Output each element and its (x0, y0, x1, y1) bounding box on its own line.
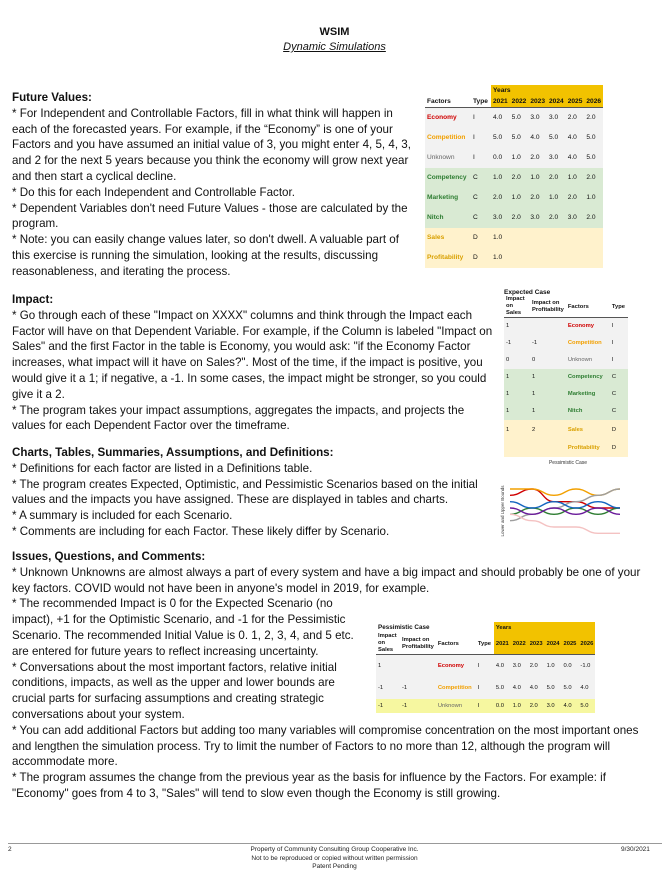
cell: 5.0 (546, 684, 555, 691)
factor-type: D (473, 234, 478, 241)
paragraph: * Dependent Variables don't need Future Values - those are calculated by the program. (12, 201, 408, 231)
cell: 4.0 (580, 684, 589, 691)
factor-name: Nitch (427, 214, 444, 221)
factor-name: Economy (427, 114, 457, 122)
col-type: Type (477, 640, 491, 647)
paragraph: * Note: you can easily change values later, so don't dwell. A valuable part of this exercise is running the simulation, looking at the results, discussing reasonableness, and iterating the process. (12, 233, 399, 278)
paragraph: * Unknown Unknowns are almost always a part of every system and have a big impact and should probably be one of your key factors. COVID would not have been in anyone's model in 2019, for example. (12, 565, 641, 595)
factor-type: I (611, 323, 614, 330)
table-title: Expected Case (504, 289, 551, 296)
table-row (376, 677, 595, 699)
table-row (504, 335, 628, 352)
cell: 1 (506, 426, 510, 433)
year-col: 2024 (545, 633, 562, 655)
cell: 1 (506, 374, 510, 380)
cell: 5.0 (493, 134, 503, 141)
factor-name: Competition (437, 684, 472, 691)
cell: 3.0 (549, 114, 559, 122)
factor-name: Competency (427, 174, 467, 181)
cell: 5.0 (495, 684, 504, 691)
cell (400, 655, 436, 677)
section-heading: Issues, Questions, and Comments: (12, 550, 206, 563)
col-type: Type (611, 303, 625, 310)
cell (530, 440, 566, 457)
paragraph: * The program creates Expected, Optimistic, and Pessimistic Scenarios based on the initial values and the impacts you have assigned. These are displayed in tables and charts. (12, 477, 478, 507)
cell: 2 (532, 426, 536, 433)
cell: 1.0 (511, 194, 521, 201)
section-heading: Impact: (12, 293, 54, 306)
table-row (504, 440, 628, 457)
cell: -1 (378, 702, 384, 709)
cell: -1 (506, 340, 512, 346)
cell: 1.0 (512, 702, 521, 709)
table-row (425, 228, 603, 248)
table-row (425, 128, 603, 148)
table-row (504, 420, 628, 440)
year-col: 2023 (528, 633, 545, 655)
cell: 1 (506, 391, 510, 397)
footer-line: Property of Community Consulting Group Cooperative Inc. (250, 846, 419, 853)
factor-type: C (611, 391, 617, 397)
year-col: 2026 (584, 96, 603, 108)
cell: 2.0 (586, 114, 596, 122)
factor-type: C (611, 408, 617, 414)
cell: 1.0 (546, 662, 555, 669)
document-subtitle: Dynamic Simulations (283, 41, 386, 53)
year-col: 2025 (566, 96, 585, 108)
expected-case-table (504, 289, 628, 457)
year-col: 2021 (491, 96, 510, 108)
cell: 1.0 (493, 254, 503, 261)
cell: 2.0 (567, 114, 577, 122)
factor-name: Economy (567, 323, 594, 330)
cell: 2.0 (567, 194, 577, 201)
factor-name: Competition (567, 340, 602, 346)
chart-title: Pessimistic Case (548, 460, 588, 466)
cell: 5.0 (549, 134, 559, 141)
pessimistic-case-table (376, 622, 595, 713)
paragraph: * For Independent and Controllable Factors, fill in what think will happen in each of the forecasted years. For example, if the “Economy” is one of your Factors and you have assumed an initial value of 3, you might enter 4, 5, 4, 3, and 2 for the next 5 years because you think the economy will grow next year and then start a cyclical decline. (12, 106, 411, 183)
factor-type: C (473, 194, 478, 201)
factor-type: I (611, 357, 614, 363)
cell: 5.0 (511, 134, 521, 141)
footer-notice (0, 846, 669, 872)
table-row (504, 318, 628, 335)
cell: 4.0 (563, 702, 572, 709)
factor-type: D (473, 254, 478, 261)
factor-name: Economy (437, 662, 464, 669)
cell: 5.0 (580, 702, 589, 709)
cell: 2.0 (493, 194, 503, 201)
factor-name: Unknown (567, 357, 593, 363)
cell: -1.0 (580, 662, 591, 669)
cell: 0 (532, 357, 536, 363)
cell: 4.0 (512, 684, 521, 691)
cell: 2.0 (511, 174, 521, 181)
section-future-values (12, 90, 420, 280)
factor-type: I (473, 154, 475, 161)
factor-name: Nitch (567, 408, 583, 414)
footer-date: 9/30/2021 (621, 846, 650, 853)
year-col: 2024 (547, 96, 566, 108)
footer-line: Patent Pending (312, 863, 357, 870)
table-row (504, 352, 628, 369)
cell: 2.0 (529, 702, 538, 709)
cell: 1 (532, 374, 536, 380)
factor-type: I (473, 134, 475, 141)
cell (504, 440, 530, 457)
factor-name: Sales (567, 426, 584, 433)
cell: 4.0 (530, 134, 540, 141)
cell: 5.0 (511, 114, 521, 122)
cell: 2.0 (549, 214, 559, 221)
factor-name: Marketing (427, 194, 459, 201)
factor-type: C (473, 214, 478, 221)
table-row (425, 148, 603, 168)
factor-type: I (611, 340, 614, 346)
paragraph: * Comments are including for each Factor. These likely differ by Scenario. (12, 524, 390, 538)
cell: 1.0 (549, 194, 559, 201)
cell: 2.0 (530, 194, 540, 201)
cell: 1.0 (567, 174, 577, 181)
table-row (425, 248, 603, 268)
table-row (376, 699, 595, 713)
cell: 3.0 (567, 214, 577, 221)
pessimistic-case-chart (498, 456, 628, 552)
paragraph: * Conversations about the most important factors, relative initial conditions, impacts, as well as the upper and lower bounds are crucial parts for surfacing assumptions and creating strategic conversations about your system. (12, 660, 337, 721)
cell: 1 (378, 662, 382, 669)
cell: 4.0 (567, 134, 577, 141)
table-title: Pessimistic Case (378, 624, 430, 631)
factor-type: C (611, 374, 617, 380)
section-impact (12, 292, 497, 434)
series-line-nitch (510, 502, 620, 508)
col-factors: Factors (427, 98, 451, 105)
year-col: 2025 (562, 633, 579, 655)
year-col: 2022 (511, 633, 528, 655)
factor-type: I (477, 702, 480, 709)
year-col: 2023 (528, 96, 547, 108)
document-title: WSIM (319, 26, 350, 38)
footer-line: Not to be reproduced or copied without written permission (251, 854, 418, 862)
table-row (504, 386, 628, 403)
cell: 1 (506, 323, 510, 330)
factor-name: Sales (427, 234, 445, 241)
paragraph: * Do this for each Independent and Controllable Factor. (12, 185, 295, 199)
cell: 4.0 (529, 684, 538, 691)
cell: 3.0 (546, 702, 555, 709)
section-heading: Future Values: (12, 91, 92, 104)
cell: 1.0 (530, 174, 540, 181)
cell: 3.0 (549, 154, 559, 161)
table-row (425, 168, 603, 188)
page-number: 2 (8, 846, 12, 853)
cell: -1 (402, 684, 408, 691)
table-row (376, 655, 595, 677)
paragraph: * The program assumes the change from the previous year as the basis for influence by the Factors. For example: if "Economy" goes from 4 to 3, "Sales" will tend to slow even though the Economy is still growing. (12, 771, 606, 800)
section-heading: Charts, Tables, Summaries, Assumptions, and Definitions: (12, 446, 334, 459)
years-label: Years (491, 85, 603, 96)
chart-ylabel: Lower and Upper Bounds (500, 485, 505, 537)
cell: 3.0 (530, 214, 540, 221)
cell: 5.0 (586, 134, 596, 141)
factor-type: I (477, 684, 480, 691)
col-impact-profit: Impact on Profitability (532, 299, 564, 313)
factor-type: D (611, 426, 617, 433)
factor-type: D (611, 445, 617, 451)
year-col: 2022 (510, 96, 529, 108)
paragraph: * Definitions for each factor are listed in a Definitions table. (12, 461, 313, 475)
cell: 0.0 (495, 702, 504, 709)
cell: 2.0 (511, 214, 521, 221)
future-values-table (425, 85, 603, 268)
year-col: 2021 (494, 633, 511, 655)
cell: 1.0 (493, 234, 503, 241)
factor-name: Marketing (567, 391, 596, 397)
factor-type: C (473, 174, 478, 181)
paragraph: * You can add additional Factors but adding too many variables will compromise concentration on the most important ones and lengthen the simulation process. Try to limit the number of Factors to no more than 12, although the program will accommodate more. (12, 723, 639, 769)
cell: 3.0 (493, 214, 503, 221)
paragraph: * The program takes your impact assumptions, aggregates the impacts, and projects the values for each Dependent Factor over the timeframe. (12, 403, 465, 433)
col-factors: Factors (567, 303, 589, 310)
cell: 2.0 (586, 174, 596, 181)
factor-name: Unknown (427, 154, 455, 161)
factor-name: Profitability (427, 254, 464, 261)
table-row (425, 108, 603, 128)
series-line-sales (510, 514, 620, 533)
cell: 1 (532, 391, 536, 397)
cell: -1 (378, 684, 384, 691)
table-row (504, 403, 628, 420)
cell: 0.0 (563, 662, 572, 669)
cell: -1 (532, 340, 538, 346)
cell (530, 318, 566, 335)
cell: 0 (506, 357, 510, 363)
factor-name: Unknown (437, 702, 463, 709)
cell: 0.0 (493, 154, 503, 161)
factor-name: Competency (567, 374, 603, 380)
cell: 3.0 (512, 662, 521, 669)
cell: 2.0 (529, 662, 538, 669)
factor-name: Profitability (567, 445, 600, 451)
table-row (425, 208, 603, 228)
cell: 4.0 (495, 662, 504, 669)
footer-divider (8, 843, 662, 844)
cell: 4.0 (567, 154, 577, 161)
cell: 5.0 (563, 684, 572, 691)
col-factors: Factors (437, 640, 459, 647)
paragraph: * The recommended Impact is 0 for the Expected Scenario (no impact), +1 for the Optimistic Scenario, and -1 for the Pessimistic Scenario. The recommended Initial Value is 0. 1, 2, 3, 4, and 5 etc. are entered for future years to reflect increasing uncertainty. (12, 597, 354, 658)
section-charts (12, 445, 497, 540)
factor-name: Competition (427, 134, 466, 141)
paragraph: * Go through each of these "Impact on XXXX" columns and think through the Impact each Factor will have on that Dependent Variable. For example, if the Column is labeled "Impact on Sales" and the first Factor in the table is Economy, you would ask: "if the Economy Factor increases, what impact will it have on Sales?". Most of the time, if the impact is positive, you would give it a 1; if negative, a -1. In some cases, the impact might be stronger, so you could give it a 2. (12, 308, 493, 401)
cell: 1.0 (586, 194, 596, 201)
cell: 1.0 (493, 174, 503, 181)
year-col: 2026 (578, 633, 595, 655)
col-type: Type (473, 98, 488, 105)
table-row (425, 188, 603, 208)
cell: 1 (506, 408, 510, 414)
factor-type: I (473, 114, 475, 122)
factor-type: I (477, 662, 480, 669)
cell: 5.0 (586, 154, 596, 161)
years-label: Years (494, 622, 595, 633)
col-impact-sales: Impact on Sales (506, 296, 525, 316)
cell: 4.0 (493, 114, 503, 122)
cell: 1.0 (511, 154, 521, 161)
cell: 2.0 (530, 154, 540, 161)
cell: 2.0 (549, 174, 559, 181)
paragraph: * A summary is included for each Scenario. (12, 509, 233, 523)
table-row (504, 369, 628, 386)
col-impact-profit: Impact on Profitability (402, 636, 434, 650)
cell: 2.0 (586, 214, 596, 221)
cell: -1 (402, 702, 408, 709)
cell: 3.0 (530, 114, 540, 122)
cell: 1 (532, 408, 536, 414)
col-impact-sales: Impact on Sales (378, 633, 397, 653)
